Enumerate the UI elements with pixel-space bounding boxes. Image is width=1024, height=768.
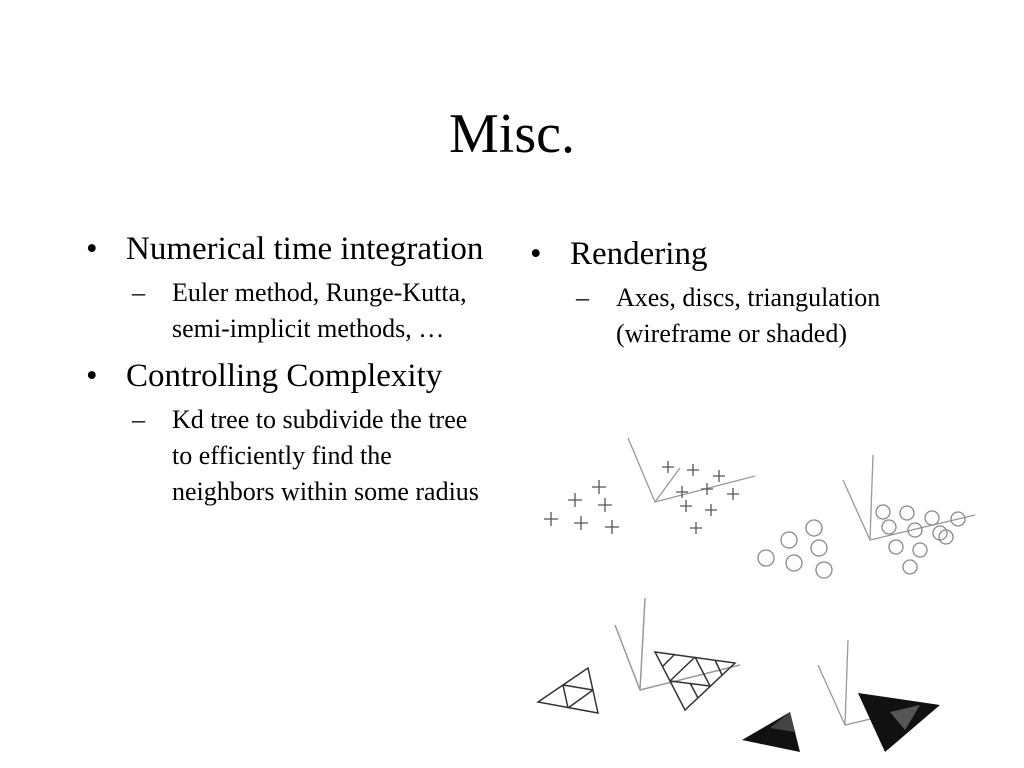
bullet-controlling-complexity xyxy=(86,355,486,398)
wireframe-triangulation-panel xyxy=(538,598,740,713)
axes-crosses-panel xyxy=(544,438,755,534)
dash-marker: – xyxy=(576,283,589,312)
bullet-text: Rendering xyxy=(570,236,708,272)
shaded-triangulation-panel xyxy=(742,640,940,752)
bullet-marker: • xyxy=(86,231,98,267)
bullet-text: Controlling Complexity xyxy=(126,358,443,394)
dash-marker: – xyxy=(132,278,145,307)
sub-bullet-text: Kd tree to subdivide the tree to efficiently find the neighbors within some radius xyxy=(172,405,479,506)
sub-bullet-euler xyxy=(132,275,486,347)
right-column xyxy=(530,233,950,352)
bullet-numerical-integration xyxy=(86,228,486,271)
dash-marker: – xyxy=(132,405,145,434)
bullet-rendering xyxy=(530,233,950,276)
rendering-illustration xyxy=(530,420,990,765)
sub-bullet-axes-discs xyxy=(576,280,950,352)
sub-bullet-text: Euler method, Runge-Kutta, semi-implicit methods, … xyxy=(172,278,467,343)
bullet-marker: • xyxy=(86,358,98,394)
left-column xyxy=(86,228,486,510)
slide-title: Misc. xyxy=(449,103,575,165)
bullet-text: Numerical time integration xyxy=(126,231,484,267)
sub-bullet-kd-tree xyxy=(132,402,486,510)
bullet-marker: • xyxy=(530,236,542,272)
sub-bullet-text: Axes, discs, triangulation (wireframe or shaded) xyxy=(616,283,881,348)
discs-panel xyxy=(758,455,975,578)
